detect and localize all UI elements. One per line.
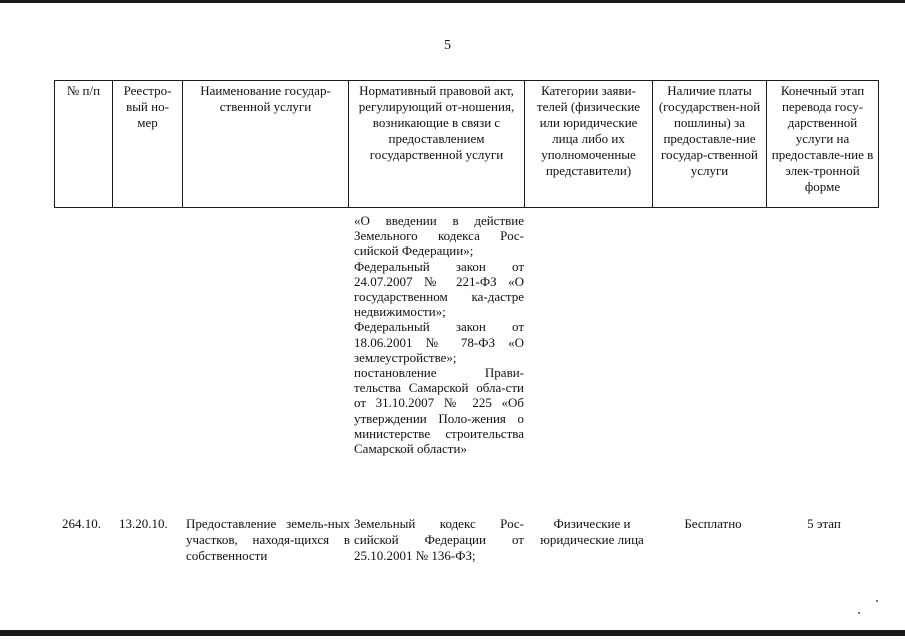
- row-legal-act: Земельный кодекс Рос-сийской Федерации от 25.10.2001 № 136-ФЗ;: [354, 516, 524, 563]
- legal-act-continuation: «О введении в действие Земельного кодекса Рос-сийской Федерации»; Федеральный закон от 24.07.2007 № 221-ФЗ «О государственном ка-дастре недвижимости»; Федеральный закон от 18.06.2001 № 78-ФЗ «О землеустройстве»; постановление Прави-тельства Самарской обла-сти от 31.10.2007 № 225 «Об утверждении Поло-жения о министерстве строительства Самарской области»: [354, 213, 524, 457]
- page-number: 5: [444, 38, 451, 53]
- scan-speck: [858, 612, 860, 614]
- bottom-border: [0, 630, 905, 636]
- row-applicant-category: Физические и юридические лица: [540, 516, 644, 547]
- header-applicant-category: Категории заяви-телей (физические или юридические лица либо их уполномоченные представители): [525, 81, 653, 208]
- row-fee: Бесплатно: [684, 516, 742, 531]
- scan-speck: [876, 600, 878, 602]
- header-fee: Наличие платы (государствен-ной пошлины) за предоставле-ние государ-ственной услуги: [653, 81, 767, 208]
- header-final-stage: Конечный этап перевода госу-дарственной услуги на предоставле-ние в элек-тронной форме: [767, 81, 879, 208]
- row-number: 264.10.: [62, 516, 101, 531]
- row-registry-number: 13.20.10.: [119, 516, 168, 531]
- table-header: [54, 80, 879, 208]
- header-registry-number: Реестро-вый но-мер: [113, 81, 183, 208]
- header-row: [55, 81, 879, 208]
- header-service-name: Наименование государ-ственной услуги: [183, 81, 349, 208]
- top-border: [0, 0, 905, 3]
- row-final-stage: 5 этап: [807, 516, 841, 531]
- header-number: № п/п: [55, 81, 113, 208]
- header-legal-act: Нормативный правовой акт, регулирующий от-ношения, возникающие в связи с предоставлением государственной услуги: [349, 81, 525, 208]
- row-service-name: Предоставление земель-ных участков, находя-щихся в собственности: [186, 516, 350, 563]
